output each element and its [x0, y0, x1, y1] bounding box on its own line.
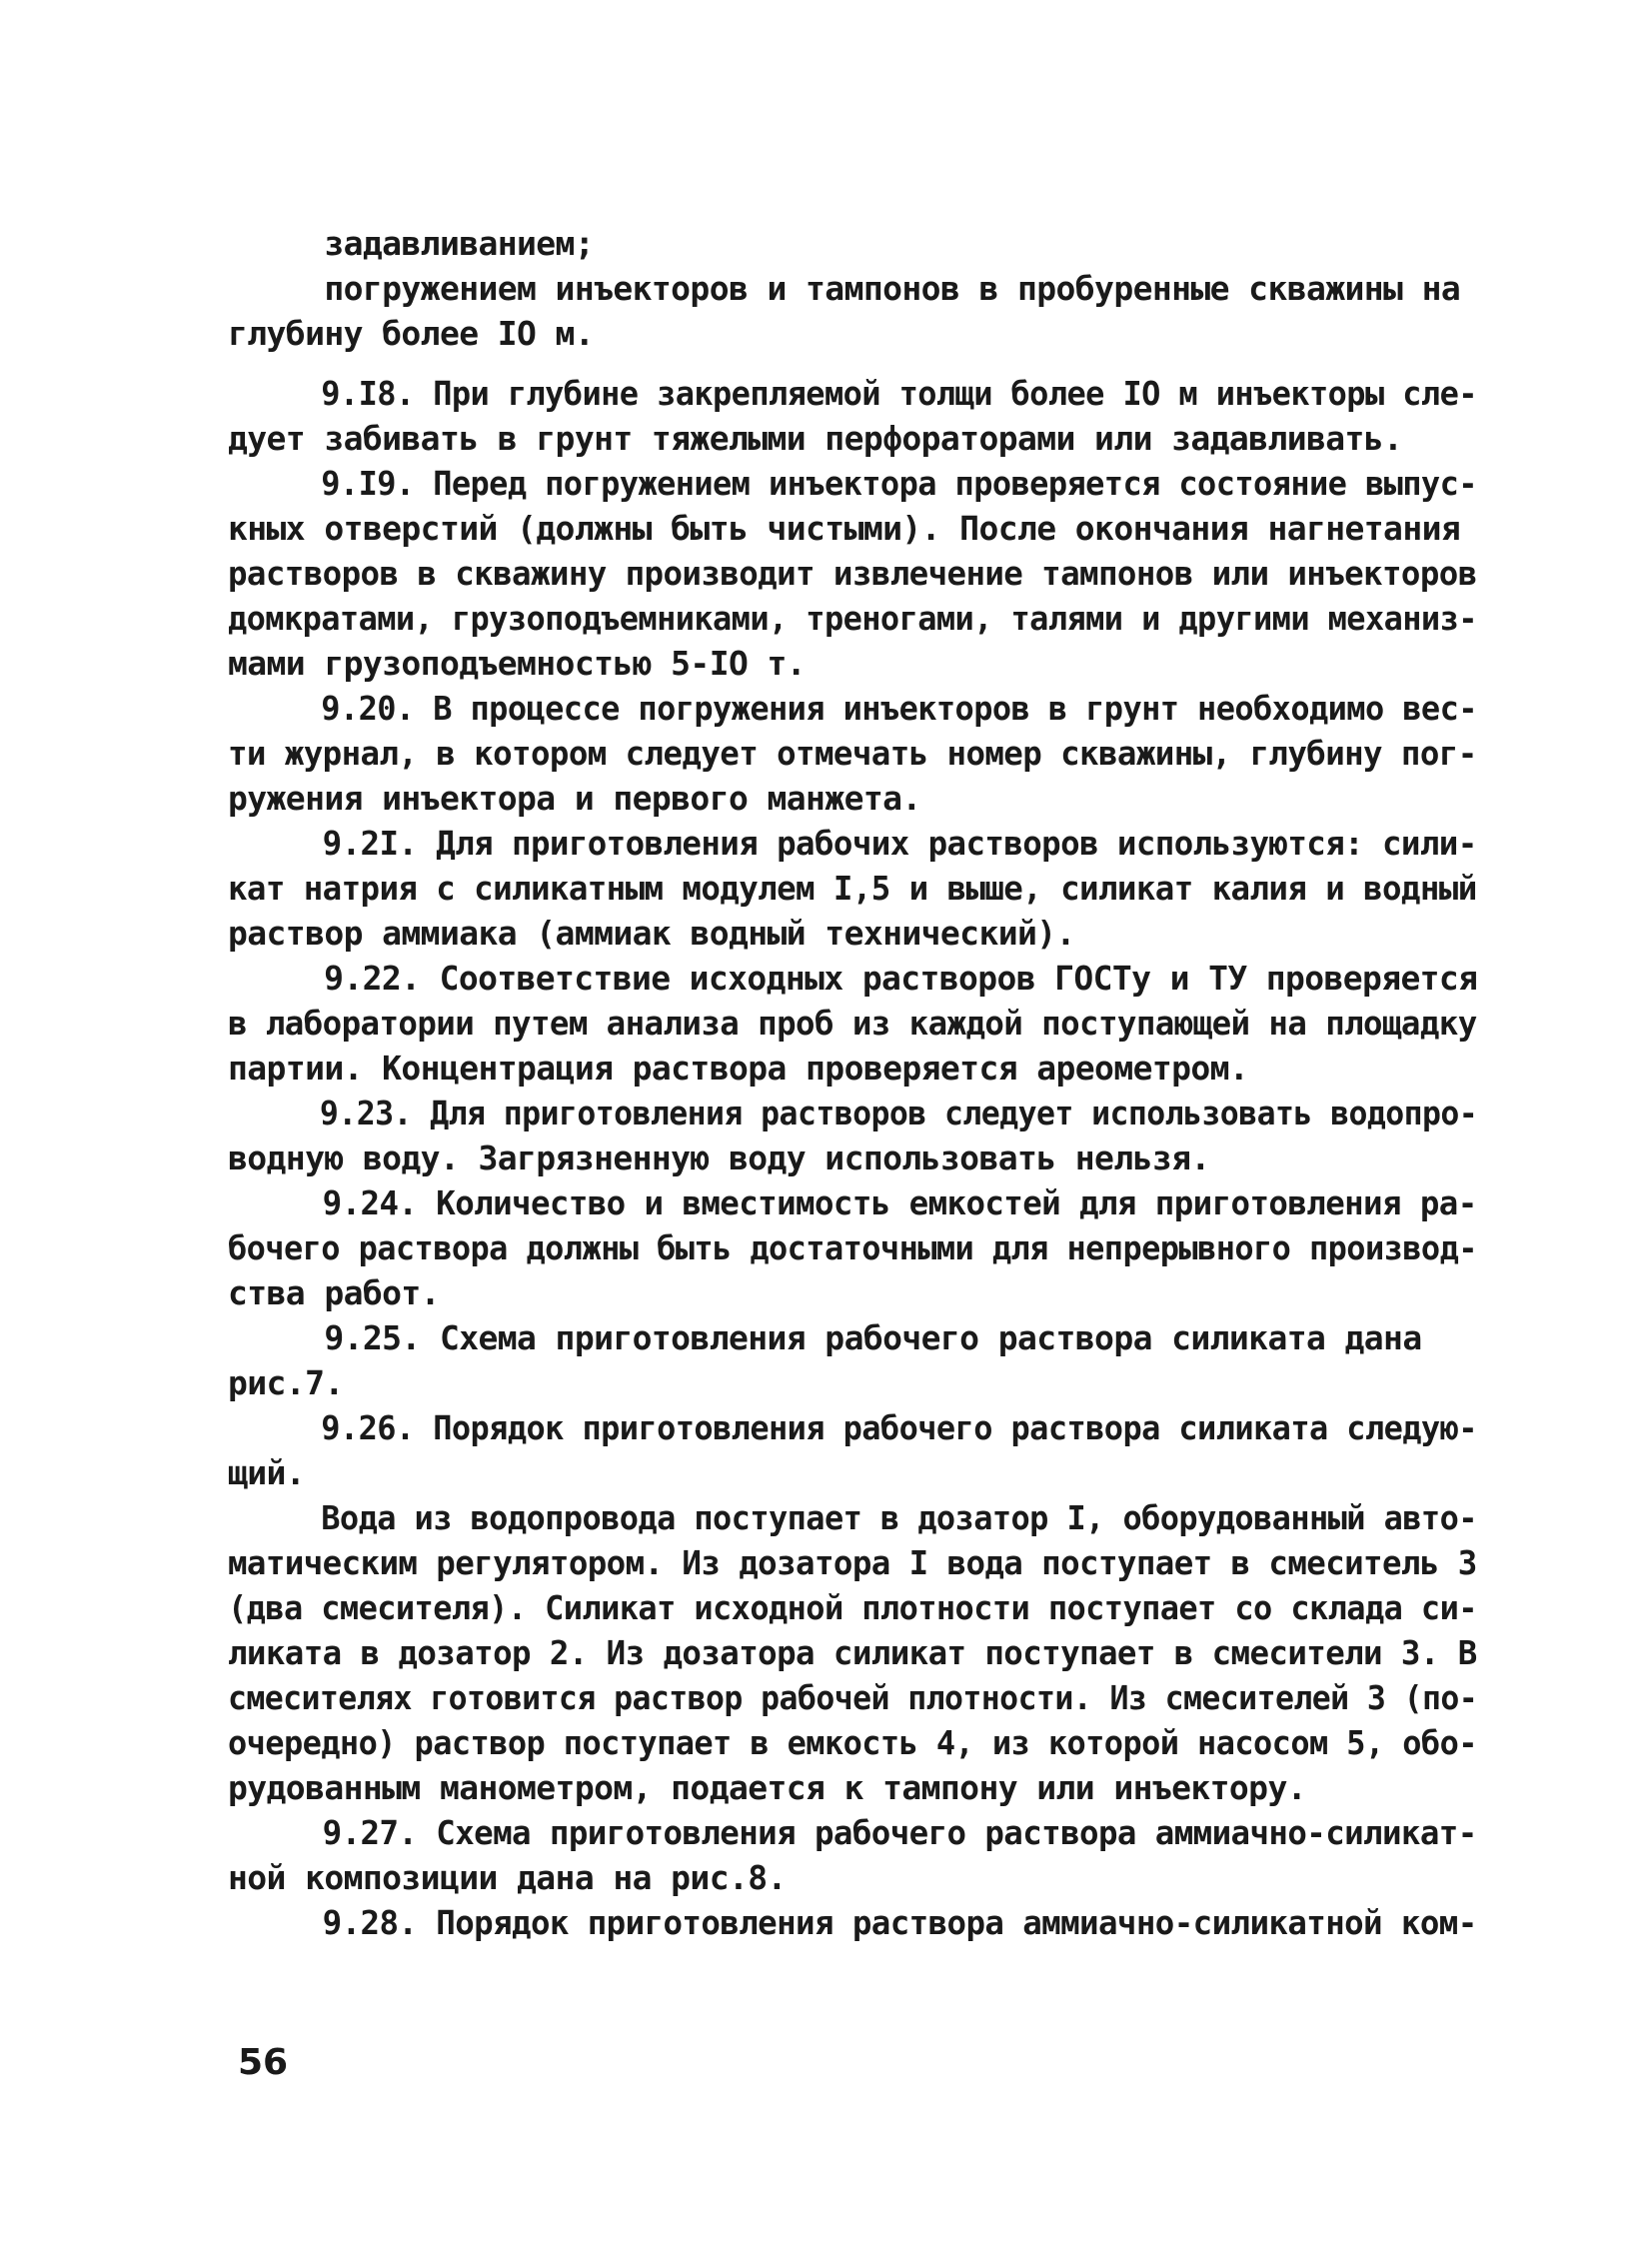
text-line: ства работ. — [228, 1273, 440, 1312]
page-number: 56 — [238, 2042, 289, 2083]
text-line: рудованным манометром, подается к тампону или инъектору. — [228, 1768, 1306, 1807]
text-line: задавливанием; — [228, 224, 595, 263]
text-line: водную воду. Загрязненную воду использовать нельзя. — [228, 1138, 1210, 1177]
text-line: раствор аммиака (аммиак водный технический). — [228, 914, 1075, 953]
text-line: Вода из водопровода поступает в дозатор I, оборудованный авто- — [228, 1498, 1477, 1537]
text-line: 9.20. В процессе погружения инъекторов в грунт необходимо вес- — [228, 689, 1477, 728]
text-line: ружения инъектора и первого манжета. — [228, 779, 921, 818]
text-line: 9.24. Количество и вместимость емкостей для приготовления ра- — [228, 1183, 1477, 1222]
text-line: ти журнал, в котором следует отмечать номер скважины, глубину пог- — [228, 734, 1477, 773]
text-line: 9.2I. Для приготовления рабочих растворов используются: сили- — [228, 824, 1477, 863]
text-line: растворов в скважину производит извлечение тампонов или инъекторов — [228, 554, 1477, 593]
text-line: кных отверстий (должны быть чистыми). После окончания нагнетания — [228, 509, 1461, 548]
text-line: дует забивать в грунт тяжелыми перфораторами или задавливать. — [228, 419, 1403, 458]
text-line: партии. Концентрация раствора проверяется ареометром. — [228, 1049, 1249, 1088]
text-line: домкратами, грузоподъемниками, треногами, талями и другими механиз- — [228, 599, 1477, 638]
text-line: глубину более IO м. — [228, 314, 595, 353]
text-line: 9.I8. При глубине закрепляемой толщи более IO м инъекторы сле- — [228, 374, 1477, 413]
text-line: ной композиции дана на рис.8. — [228, 1858, 787, 1897]
text-line: матическим регулятором. Из дозатора I вода поступает в смеситель 3 — [228, 1543, 1477, 1582]
text-line: 9.I9. Перед погружением инъектора проверяется состояние выпус- — [228, 464, 1477, 503]
text-line: (два смесителя). Силикат исходной плотности поступает со склада си- — [228, 1588, 1477, 1627]
text-line: очередно) раствор поступает в емкость 4, из которой насосом 5, обо- — [228, 1723, 1477, 1762]
text-line: 9.22. Соответствие исходных растворов ГОСТу и ТУ проверяется — [228, 959, 1478, 998]
text-line: 9.25. Схема приготовления рабочего раствора силиката дана — [228, 1318, 1422, 1357]
text-line: погружением инъекторов и тампонов в пробуренные скважины на — [228, 269, 1461, 308]
text-line: в лаборатории путем анализа проб из каждой поступающей на площадку — [228, 1004, 1477, 1043]
text-line: мами грузоподъемностью 5-IO т. — [228, 644, 807, 683]
text-line: рис.7. — [228, 1363, 344, 1402]
text-line: 9.28. Порядок приготовления раствора аммиачно-силикатной ком- — [228, 1903, 1477, 1942]
text-line: бочего раствора должны быть достаточными для непрерывного производ- — [228, 1228, 1477, 1267]
text-line: кат натрия с силикатным модулем I,5 и выше, силикат калия и водный — [228, 869, 1477, 908]
text-line: 9.23. Для приготовления растворов следует использовать водопро- — [228, 1094, 1478, 1132]
text-line: 9.26. Порядок приготовления рабочего раствора силиката следую- — [228, 1408, 1477, 1447]
text-line: смесителях готовится раствор рабочей плотности. Из смесителей 3 (по- — [228, 1678, 1478, 1717]
text-line: ликата в дозатор 2. Из дозатора силикат поступает в смесители 3. В — [228, 1633, 1477, 1672]
text-line: щий. — [228, 1453, 306, 1492]
text-line: 9.27. Схема приготовления рабочего раствора аммиачно-силикат- — [228, 1813, 1477, 1852]
